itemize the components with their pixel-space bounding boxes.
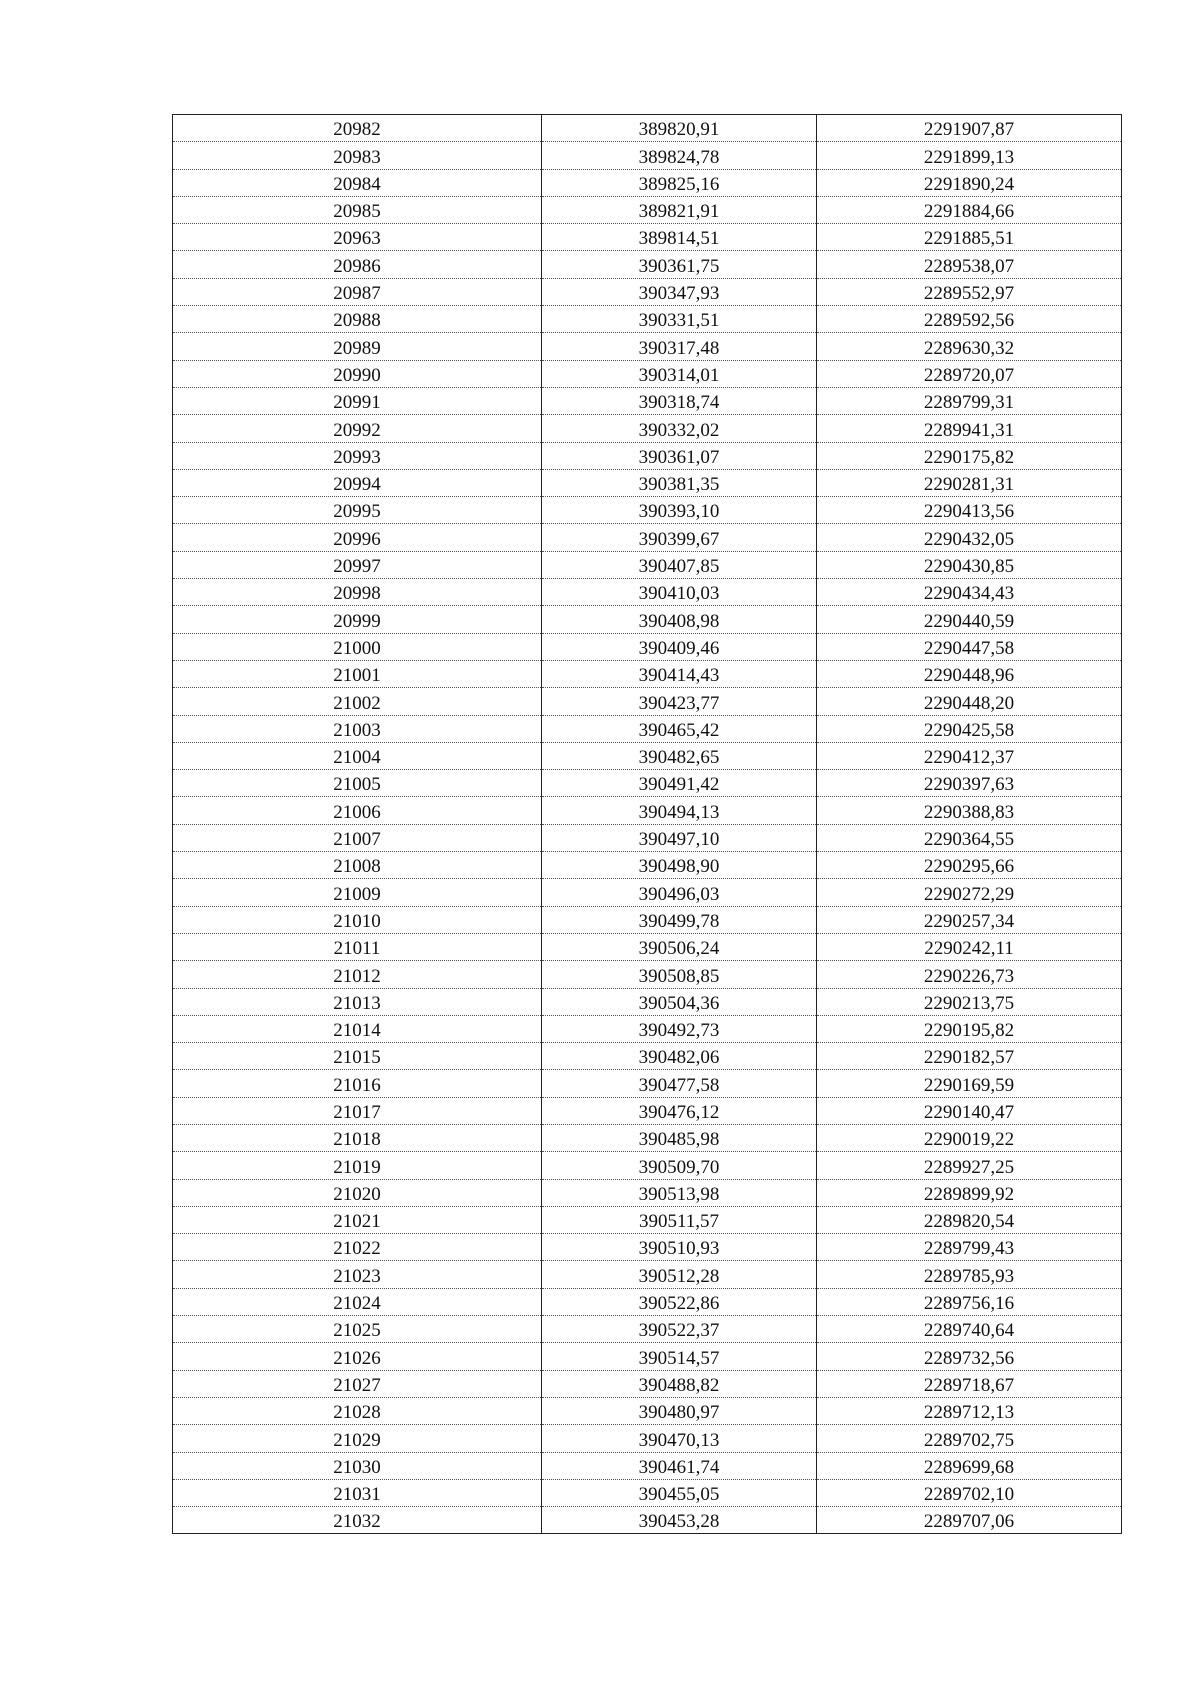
point-number-cell: 21020	[173, 1179, 542, 1206]
table-row	[173, 278, 1122, 305]
y-coordinate-cell: 2289732,56	[817, 1343, 1122, 1370]
coordinates-table-body	[173, 115, 1122, 1534]
table-row	[173, 633, 1122, 660]
y-coordinate-cell: 2289927,25	[817, 1152, 1122, 1179]
point-number-cell: 21011	[173, 933, 542, 960]
x-coordinate-cell: 390506,24	[542, 933, 817, 960]
table-row	[173, 1206, 1122, 1233]
y-coordinate-cell: 2290272,29	[817, 879, 1122, 906]
point-number-cell: 20989	[173, 333, 542, 360]
y-coordinate-cell: 2290397,63	[817, 770, 1122, 797]
table-row	[173, 1479, 1122, 1506]
y-coordinate-cell: 2290140,47	[817, 1097, 1122, 1124]
y-coordinate-cell: 2291884,66	[817, 196, 1122, 223]
x-coordinate-cell: 390423,77	[542, 688, 817, 715]
point-number-cell: 21026	[173, 1343, 542, 1370]
table-row	[173, 1343, 1122, 1370]
y-coordinate-cell: 2290213,75	[817, 988, 1122, 1015]
point-number-cell: 21009	[173, 879, 542, 906]
point-number-cell: 21017	[173, 1097, 542, 1124]
table-row	[173, 742, 1122, 769]
x-coordinate-cell: 390470,13	[542, 1425, 817, 1452]
table-row	[173, 1261, 1122, 1288]
y-coordinate-cell: 2289799,43	[817, 1234, 1122, 1261]
point-number-cell: 21000	[173, 633, 542, 660]
point-number-cell: 20997	[173, 551, 542, 578]
x-coordinate-cell: 390455,05	[542, 1479, 817, 1506]
x-coordinate-cell: 390393,10	[542, 497, 817, 524]
y-coordinate-cell: 2290169,59	[817, 1070, 1122, 1097]
y-coordinate-cell: 2290295,66	[817, 852, 1122, 879]
y-coordinate-cell: 2289718,67	[817, 1370, 1122, 1397]
table-row	[173, 1043, 1122, 1070]
x-coordinate-cell: 389824,78	[542, 142, 817, 169]
y-coordinate-cell: 2290413,56	[817, 497, 1122, 524]
table-row	[173, 961, 1122, 988]
y-coordinate-cell: 2290434,43	[817, 579, 1122, 606]
table-row	[173, 879, 1122, 906]
x-coordinate-cell: 390465,42	[542, 715, 817, 742]
point-number-cell: 21018	[173, 1124, 542, 1151]
y-coordinate-cell: 2289702,75	[817, 1425, 1122, 1452]
x-coordinate-cell: 390480,97	[542, 1397, 817, 1424]
table-row	[173, 497, 1122, 524]
x-coordinate-cell: 390409,46	[542, 633, 817, 660]
x-coordinate-cell: 390410,03	[542, 579, 817, 606]
point-number-cell: 21025	[173, 1316, 542, 1343]
table-row	[173, 1425, 1122, 1452]
y-coordinate-cell: 2290448,20	[817, 688, 1122, 715]
x-coordinate-cell: 390408,98	[542, 606, 817, 633]
x-coordinate-cell: 390513,98	[542, 1179, 817, 1206]
point-number-cell: 21030	[173, 1452, 542, 1479]
x-coordinate-cell: 390509,70	[542, 1152, 817, 1179]
table-row	[173, 1097, 1122, 1124]
point-number-cell: 21029	[173, 1425, 542, 1452]
y-coordinate-cell: 2290447,58	[817, 633, 1122, 660]
y-coordinate-cell: 2289756,16	[817, 1288, 1122, 1315]
point-number-cell: 20994	[173, 469, 542, 496]
x-coordinate-cell: 390488,82	[542, 1370, 817, 1397]
point-number-cell: 21004	[173, 742, 542, 769]
point-number-cell: 21007	[173, 824, 542, 851]
point-number-cell: 21006	[173, 797, 542, 824]
table-row	[173, 606, 1122, 633]
x-coordinate-cell: 390407,85	[542, 551, 817, 578]
table-row	[173, 1015, 1122, 1042]
point-number-cell: 20998	[173, 579, 542, 606]
point-number-cell: 20984	[173, 169, 542, 196]
x-coordinate-cell: 390485,98	[542, 1124, 817, 1151]
point-number-cell: 20963	[173, 224, 542, 251]
x-coordinate-cell: 390317,48	[542, 333, 817, 360]
table-row	[173, 524, 1122, 551]
x-coordinate-cell: 390476,12	[542, 1097, 817, 1124]
point-number-cell: 21028	[173, 1397, 542, 1424]
y-coordinate-cell: 2290182,57	[817, 1043, 1122, 1070]
x-coordinate-cell: 390477,58	[542, 1070, 817, 1097]
point-number-cell: 20986	[173, 251, 542, 278]
point-number-cell: 21010	[173, 906, 542, 933]
y-coordinate-cell: 2290364,55	[817, 824, 1122, 851]
y-coordinate-cell: 2291885,51	[817, 224, 1122, 251]
table-row	[173, 1452, 1122, 1479]
y-coordinate-cell: 2290257,34	[817, 906, 1122, 933]
table-row	[173, 933, 1122, 960]
y-coordinate-cell: 2289712,13	[817, 1397, 1122, 1424]
point-number-cell: 21022	[173, 1234, 542, 1261]
point-number-cell: 20983	[173, 142, 542, 169]
x-coordinate-cell: 390499,78	[542, 906, 817, 933]
table-row	[173, 306, 1122, 333]
y-coordinate-cell: 2290388,83	[817, 797, 1122, 824]
x-coordinate-cell: 390496,03	[542, 879, 817, 906]
y-coordinate-cell: 2289630,32	[817, 333, 1122, 360]
x-coordinate-cell: 390494,13	[542, 797, 817, 824]
x-coordinate-cell: 390508,85	[542, 961, 817, 988]
point-number-cell: 20988	[173, 306, 542, 333]
table-row	[173, 988, 1122, 1015]
x-coordinate-cell: 390514,57	[542, 1343, 817, 1370]
table-row	[173, 1070, 1122, 1097]
y-coordinate-cell: 2291890,24	[817, 169, 1122, 196]
point-number-cell: 20982	[173, 115, 542, 142]
table-row	[173, 469, 1122, 496]
y-coordinate-cell: 2289820,54	[817, 1206, 1122, 1233]
table-row	[173, 360, 1122, 387]
x-coordinate-cell: 390522,37	[542, 1316, 817, 1343]
x-coordinate-cell: 390482,06	[542, 1043, 817, 1070]
x-coordinate-cell: 389814,51	[542, 224, 817, 251]
x-coordinate-cell: 390361,75	[542, 251, 817, 278]
y-coordinate-cell: 2290019,22	[817, 1124, 1122, 1151]
y-coordinate-cell: 2291899,13	[817, 142, 1122, 169]
y-coordinate-cell: 2290281,31	[817, 469, 1122, 496]
coordinates-table	[172, 114, 1122, 1534]
point-number-cell: 21021	[173, 1206, 542, 1233]
table-row	[173, 224, 1122, 251]
table-row	[173, 1124, 1122, 1151]
table-row	[173, 1288, 1122, 1315]
x-coordinate-cell: 389821,91	[542, 196, 817, 223]
y-coordinate-cell: 2290448,96	[817, 660, 1122, 687]
point-number-cell: 21031	[173, 1479, 542, 1506]
table-row	[173, 852, 1122, 879]
table-row	[173, 906, 1122, 933]
x-coordinate-cell: 390399,67	[542, 524, 817, 551]
x-coordinate-cell: 390331,51	[542, 306, 817, 333]
x-coordinate-cell: 390511,57	[542, 1206, 817, 1233]
x-coordinate-cell: 390510,93	[542, 1234, 817, 1261]
table-row	[173, 1152, 1122, 1179]
point-number-cell: 21014	[173, 1015, 542, 1042]
x-coordinate-cell: 390522,86	[542, 1288, 817, 1315]
point-number-cell: 21012	[173, 961, 542, 988]
point-number-cell: 20993	[173, 442, 542, 469]
point-number-cell: 20996	[173, 524, 542, 551]
x-coordinate-cell: 390314,01	[542, 360, 817, 387]
point-number-cell: 20999	[173, 606, 542, 633]
point-number-cell: 20991	[173, 387, 542, 414]
x-coordinate-cell: 390347,93	[542, 278, 817, 305]
table-row	[173, 1370, 1122, 1397]
table-row	[173, 1316, 1122, 1343]
x-coordinate-cell: 390461,74	[542, 1452, 817, 1479]
point-number-cell: 21016	[173, 1070, 542, 1097]
y-coordinate-cell: 2290195,82	[817, 1015, 1122, 1042]
y-coordinate-cell: 2289941,31	[817, 415, 1122, 442]
table-row	[173, 770, 1122, 797]
y-coordinate-cell: 2289538,07	[817, 251, 1122, 278]
table-row	[173, 1507, 1122, 1534]
table-row	[173, 579, 1122, 606]
table-row	[173, 1179, 1122, 1206]
table-row	[173, 415, 1122, 442]
table-row	[173, 333, 1122, 360]
y-coordinate-cell: 2289720,07	[817, 360, 1122, 387]
table-row	[173, 824, 1122, 851]
x-coordinate-cell: 390512,28	[542, 1261, 817, 1288]
table-row	[173, 387, 1122, 414]
point-number-cell: 21015	[173, 1043, 542, 1070]
point-number-cell: 21019	[173, 1152, 542, 1179]
y-coordinate-cell: 2289899,92	[817, 1179, 1122, 1206]
x-coordinate-cell: 390504,36	[542, 988, 817, 1015]
point-number-cell: 21024	[173, 1288, 542, 1315]
point-number-cell: 21027	[173, 1370, 542, 1397]
x-coordinate-cell: 390492,73	[542, 1015, 817, 1042]
y-coordinate-cell: 2289799,31	[817, 387, 1122, 414]
point-number-cell: 21008	[173, 852, 542, 879]
y-coordinate-cell: 2290440,59	[817, 606, 1122, 633]
table-row	[173, 142, 1122, 169]
point-number-cell: 21013	[173, 988, 542, 1015]
y-coordinate-cell: 2289785,93	[817, 1261, 1122, 1288]
x-coordinate-cell: 390414,43	[542, 660, 817, 687]
point-number-cell: 20987	[173, 278, 542, 305]
y-coordinate-cell: 2290432,05	[817, 524, 1122, 551]
table-row	[173, 1234, 1122, 1261]
point-number-cell: 21001	[173, 660, 542, 687]
point-number-cell: 21023	[173, 1261, 542, 1288]
y-coordinate-cell: 2290226,73	[817, 961, 1122, 988]
x-coordinate-cell: 390497,10	[542, 824, 817, 851]
y-coordinate-cell: 2289702,10	[817, 1479, 1122, 1506]
y-coordinate-cell: 2289552,97	[817, 278, 1122, 305]
table-row	[173, 715, 1122, 742]
x-coordinate-cell: 389825,16	[542, 169, 817, 196]
x-coordinate-cell: 390491,42	[542, 770, 817, 797]
y-coordinate-cell: 2290242,11	[817, 933, 1122, 960]
table-row	[173, 196, 1122, 223]
x-coordinate-cell: 390318,74	[542, 387, 817, 414]
table-row	[173, 1397, 1122, 1424]
point-number-cell: 21002	[173, 688, 542, 715]
x-coordinate-cell: 390332,02	[542, 415, 817, 442]
y-coordinate-cell: 2289699,68	[817, 1452, 1122, 1479]
y-coordinate-cell: 2290175,82	[817, 442, 1122, 469]
point-number-cell: 21003	[173, 715, 542, 742]
table-row	[173, 551, 1122, 578]
point-number-cell: 20995	[173, 497, 542, 524]
table-row	[173, 169, 1122, 196]
y-coordinate-cell: 2290430,85	[817, 551, 1122, 578]
table-row	[173, 688, 1122, 715]
x-coordinate-cell: 390361,07	[542, 442, 817, 469]
x-coordinate-cell: 389820,91	[542, 115, 817, 142]
x-coordinate-cell: 390453,28	[542, 1507, 817, 1534]
point-number-cell: 20985	[173, 196, 542, 223]
table-row	[173, 660, 1122, 687]
point-number-cell: 20990	[173, 360, 542, 387]
table-row	[173, 797, 1122, 824]
x-coordinate-cell: 390381,35	[542, 469, 817, 496]
table-row	[173, 251, 1122, 278]
table-row	[173, 442, 1122, 469]
x-coordinate-cell: 390482,65	[542, 742, 817, 769]
y-coordinate-cell: 2290412,37	[817, 742, 1122, 769]
x-coordinate-cell: 390498,90	[542, 852, 817, 879]
point-number-cell: 20992	[173, 415, 542, 442]
point-number-cell: 21005	[173, 770, 542, 797]
point-number-cell: 21032	[173, 1507, 542, 1534]
y-coordinate-cell: 2289592,56	[817, 306, 1122, 333]
y-coordinate-cell: 2291907,87	[817, 115, 1122, 142]
y-coordinate-cell: 2289707,06	[817, 1507, 1122, 1534]
table-row	[173, 115, 1122, 142]
y-coordinate-cell: 2289740,64	[817, 1316, 1122, 1343]
y-coordinate-cell: 2290425,58	[817, 715, 1122, 742]
